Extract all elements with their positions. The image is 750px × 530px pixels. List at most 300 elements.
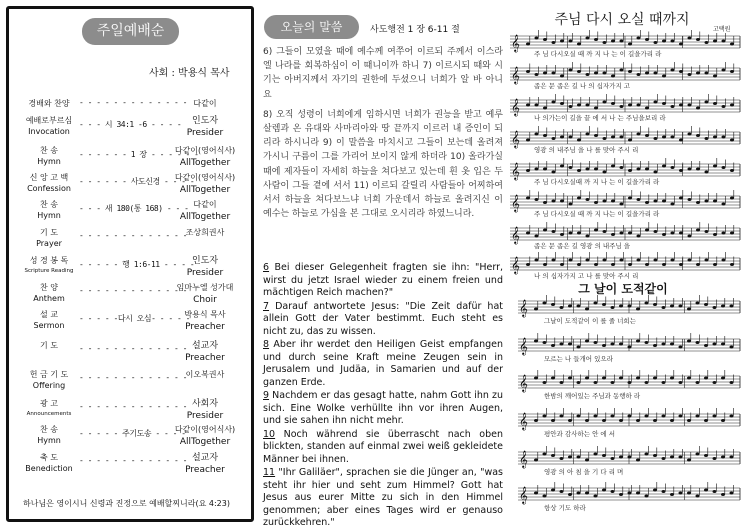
note-head [560, 263, 564, 266]
note-head [619, 419, 623, 422]
note-head [628, 43, 632, 46]
note-head [594, 415, 598, 418]
note-head [696, 72, 700, 75]
note-head [611, 381, 615, 384]
note-head [611, 457, 615, 460]
worship-item-role-text: 인도자 Presider [186, 116, 224, 138]
note-head [671, 105, 675, 108]
worship-item [21, 199, 245, 225]
note-head [670, 377, 674, 380]
note-head [535, 37, 539, 40]
note-head [662, 136, 666, 139]
note-head [560, 200, 564, 203]
note-head [594, 72, 598, 75]
worship-item [21, 340, 245, 366]
note-head [653, 344, 657, 347]
note-head [645, 134, 649, 137]
note-head [526, 232, 530, 235]
scripture-reference: 사도행전 1 장 6-11 절 [370, 25, 460, 35]
note-head [619, 305, 623, 308]
verse-text: Darauf antwortete Jesus: "Die Zeit dafür hat allein Gott der Vater bestimmt. Euch steht es nicht zu, das zu wissen. [263, 300, 503, 337]
note-head [611, 200, 615, 203]
note-head [611, 343, 615, 346]
note-head [611, 306, 615, 309]
worship-item [21, 255, 245, 281]
note-head [526, 169, 530, 172]
treble-clef-icon: 𝄞 [511, 162, 520, 180]
note-head [713, 490, 717, 493]
note-head [534, 340, 538, 343]
note-head [551, 303, 555, 306]
note-head [688, 104, 692, 107]
note-head [704, 489, 708, 492]
worship-item-name [21, 369, 77, 391]
verse-text: Noch während sie überrascht nach oben blickten, standen auf einmal zwei weiß gekleidete Männer bei ihnen. [263, 428, 503, 465]
note-head [611, 233, 615, 236]
note-head [687, 492, 691, 495]
worship-item [21, 282, 245, 308]
worship-item [21, 369, 245, 395]
note-head [696, 453, 700, 456]
note-head [637, 198, 641, 201]
note-head [551, 454, 555, 457]
note-head [611, 102, 615, 105]
note-head [543, 453, 547, 456]
note-head [705, 72, 709, 75]
treble-clef-icon: 𝄞 [519, 450, 528, 468]
worship-item-role-ko: 박용식 목사 [184, 310, 226, 319]
worship-item-name-ko: 설 교 [40, 310, 58, 319]
note-head [543, 107, 547, 110]
note-head [602, 377, 606, 380]
worship-item-detail: - - - - - - - - - - - - - [79, 402, 187, 411]
worship-item-role [165, 452, 245, 476]
treble-clef-icon: 𝄞 [519, 486, 528, 504]
note-head [594, 453, 598, 456]
note-head [645, 229, 649, 232]
lyric-line: 평안과 감사하는 안 에 서 [544, 430, 616, 438]
worship-item-detail: - - - 시 34:1 -6 - - - - [79, 120, 182, 129]
worship-item-detail: - - - - - - - - - - - - - [79, 231, 187, 240]
korean-paragraph: 8) 오직 성령이 너희에게 임하시면 너희가 권능을 받고 예루살렘과 온 유대와 사마리아와 땅 끝까지 이르러 내 증인이 되리라 하시니라 9) 이 말씀을 마치시고 그들이 보는데 올려져 가시니 구름이 그를 가리어 보이지 않게 하더라 10) 올라가실 때에 제자들이 자세히 하늘을 쳐다보고 있는데 흰 옷 입은 두 사람이 그들 곁에 서서 11) 이르되 갈릴리 사람들아 어찌하여 서서 하늘을 쳐다보느냐 너희 가운데서 하늘로 올려지신 이 예수는 하늘로 가심을 본 그대로 오시리라 하였느니라. [263, 109, 503, 220]
worship-item-name [21, 227, 77, 249]
note-head [569, 136, 573, 139]
note-head [577, 197, 581, 200]
note-head [535, 259, 539, 262]
note-head [679, 415, 683, 418]
worship-item-role [165, 369, 245, 381]
worship-item-name-ko: 광 고 [40, 399, 58, 408]
note-head [568, 377, 572, 380]
note-head [696, 495, 700, 498]
german-verse [263, 390, 503, 428]
worship-item-role-ko: 다같이 [193, 200, 217, 209]
note-head [670, 493, 674, 496]
korean-paragraph: 6) 그들이 모였을 때에 예수께 여쭈어 이르되 주께서 이스라엘 나라를 회복하심이 이 때니이까 하니 7) 이르시되 때와 시기는 아버지께서 자기의 권한에 두셨으니 너희가 알 바 아니요 [263, 47, 503, 100]
lyric-line: 좁은 문 좁은 길 나 의 십자가지 고 [534, 82, 631, 90]
note-head [585, 377, 589, 380]
note-head [662, 200, 666, 203]
note-head [662, 40, 666, 43]
note-head [535, 168, 539, 171]
note-head [721, 419, 725, 422]
note-head [662, 306, 666, 309]
worship-item-name [21, 172, 77, 194]
note-head [552, 72, 556, 75]
treble-clef-icon: 𝄞 [511, 194, 520, 212]
worship-item-name-ko: 예배로부르심 [25, 116, 73, 125]
note-head [662, 75, 666, 78]
note-head [704, 454, 708, 457]
worship-item-role-ko: 다같이(영어식사) [174, 173, 236, 182]
note-head [704, 419, 708, 422]
german-text [263, 262, 503, 528]
worship-item [21, 145, 245, 171]
note-head [722, 232, 726, 235]
note-head [721, 343, 725, 346]
worship-item-detail: - - - - - 주기도송 - - - - [79, 429, 186, 438]
presider-label: 사회 : 박용식 목사 [149, 68, 230, 79]
note-head [577, 492, 581, 495]
worship-item-name-ko: 경배와 찬양 [28, 99, 70, 108]
note-head [569, 232, 573, 235]
note-head [722, 69, 726, 72]
note-head [603, 137, 607, 140]
note-head [586, 104, 590, 107]
note-head [628, 415, 632, 418]
note-head [611, 75, 615, 78]
worship-item-name-ko: 헌 금 기 도 [29, 370, 69, 379]
note-head [560, 136, 564, 139]
note-head [654, 230, 658, 233]
worship-item-role [165, 199, 245, 223]
note-head [713, 200, 717, 203]
worship-item-role [165, 172, 245, 196]
note-head [551, 419, 555, 422]
worship-item-role-en: AllTogether [179, 212, 231, 222]
note-head [654, 200, 658, 203]
note-head [569, 105, 573, 108]
treble-clef-icon: 𝄞 [519, 374, 528, 392]
verse-number: 7 [263, 300, 270, 312]
note-head [560, 233, 564, 236]
note-head [645, 38, 649, 41]
note-head [722, 136, 726, 139]
note-head [654, 72, 658, 75]
note-head [662, 263, 666, 266]
note-head [662, 102, 666, 105]
worship-item-role-en: AllTogether [179, 158, 231, 168]
note-head [696, 381, 700, 384]
worship-item-name-ko: 찬 송 [40, 200, 58, 209]
worship-item-name-en: Scripture Reading [24, 268, 74, 274]
note-head [713, 233, 717, 236]
lyric-line: 나 의가는이 길을 끝 에 서 나 는 주님을보리 라 [534, 114, 666, 122]
note-head [619, 343, 623, 346]
worship-item-detail: - - - - -다시 오심- - - - - [79, 314, 190, 323]
note-head [662, 490, 666, 493]
note-head [577, 415, 581, 418]
note-head [636, 459, 640, 462]
worship-item-name-ko: 찬 송 [40, 425, 58, 434]
note-head [534, 308, 538, 311]
note-head [636, 308, 640, 311]
note-head [628, 346, 632, 349]
note-head [653, 419, 657, 422]
note-head [620, 259, 624, 262]
note-head [534, 459, 538, 462]
note-head [662, 165, 666, 168]
note-head [645, 72, 649, 75]
song2-title: 그 날이 도적같이 [578, 282, 668, 296]
note-head [645, 168, 649, 171]
note-head [543, 134, 547, 137]
note-head [654, 137, 658, 140]
note-head [526, 43, 530, 46]
note-head [594, 201, 598, 204]
note-head [560, 75, 564, 78]
note-head [552, 171, 556, 174]
worship-item-name-ko: 기 도 [40, 228, 58, 237]
note-head [620, 136, 624, 139]
note-head [688, 168, 692, 171]
note-head [534, 419, 538, 422]
worship-item-name-ko: 축 도 [40, 453, 58, 462]
note-head [603, 101, 607, 104]
note-head [628, 104, 632, 107]
note-head [696, 38, 700, 41]
worship-item-name-en: Prayer [36, 239, 62, 248]
song1-title: 주님 다시 오실 때까지 [554, 12, 690, 28]
note-head [679, 492, 683, 495]
worship-item-role [165, 398, 245, 422]
note-head [543, 302, 547, 305]
note-head [577, 70, 581, 73]
note-head [611, 415, 615, 418]
note-head [679, 305, 683, 308]
note-head [577, 381, 581, 384]
note-head [619, 493, 623, 496]
note-head [628, 70, 632, 73]
note-head [543, 381, 547, 384]
note-head [662, 457, 666, 460]
german-verse [263, 429, 503, 467]
worship-item-name-en: Confession [27, 184, 71, 193]
lyric-line: 나 의 십자가지 고 나 를 맞아 주시 리 [534, 272, 639, 280]
worship-item-name [21, 452, 77, 474]
note-head [705, 41, 709, 44]
note-head [543, 201, 547, 204]
note-head [662, 343, 666, 346]
note-head [552, 230, 556, 233]
note-head [730, 139, 734, 142]
worship-item-name-en: Anthem [33, 294, 65, 303]
note-head [628, 305, 632, 308]
note-head [603, 259, 607, 262]
worship-item-name-ko: 성 경 봉 독 [29, 256, 69, 265]
note-head [594, 341, 598, 344]
note-head [696, 341, 700, 344]
note-head [730, 43, 734, 46]
treble-clef-icon: 𝄞 [519, 337, 528, 355]
note-head [637, 133, 641, 136]
song1-composer: 고택원 [713, 26, 731, 33]
note-head [722, 105, 726, 108]
worship-item-name [21, 199, 77, 221]
note-head [713, 75, 717, 78]
note-head [637, 235, 641, 238]
korean-text [263, 45, 503, 258]
note-head [687, 419, 691, 422]
note-head [586, 133, 590, 136]
worship-item-name-en: Hymn [37, 436, 61, 445]
note-head [569, 259, 573, 262]
lyric-line: 항상 기도 하라 [544, 504, 586, 512]
note-head [603, 171, 607, 174]
note-head [577, 346, 581, 349]
note-head [645, 415, 649, 418]
note-head [552, 101, 556, 104]
note-head [713, 415, 717, 418]
note-head [628, 197, 632, 200]
worship-item-role [165, 145, 245, 169]
note-head [585, 492, 589, 495]
note-head [577, 263, 581, 266]
note-head [619, 377, 623, 380]
lyric-line: 모르는 나 들개어 있으라 [544, 355, 613, 363]
note-head [654, 259, 658, 262]
note-head [637, 259, 641, 262]
verse-text: "Ihr Galiläer", sprachen sie die Jünger an, "was steht ihr hier und seht zum Himmel? Gott hat Jesus aus eurer Mitte zu sich in den Himmel genommen; aber eines Tages wird er genauso zurückkehren." [263, 467, 503, 528]
note-head [594, 107, 598, 110]
note-head [654, 101, 658, 104]
note-head [705, 259, 709, 262]
note-head [696, 201, 700, 204]
note-head [560, 415, 564, 418]
note-head [730, 492, 734, 495]
sheet-music [508, 6, 744, 524]
note-head [586, 37, 590, 40]
verse-number: 9 [263, 390, 270, 401]
note-head [535, 198, 539, 201]
note-head [645, 302, 649, 305]
note-head [713, 343, 717, 346]
note-head [687, 377, 691, 380]
note-head [662, 233, 666, 236]
lyric-line: 영광 의 내주님 을 나 를 맞아 주시 리 [534, 146, 639, 154]
treble-clef-icon: 𝄞 [519, 299, 528, 317]
note-head [535, 73, 539, 76]
note-head [645, 107, 649, 110]
note-head [628, 456, 632, 459]
note-head [705, 230, 709, 233]
note-head [543, 229, 547, 232]
note-head [594, 134, 598, 137]
worship-item-detail: - - - - - - - - - - - - - [79, 344, 187, 353]
note-head [568, 305, 572, 308]
note-head [603, 200, 607, 203]
note-head [705, 101, 709, 104]
note-head [568, 493, 572, 496]
note-head [730, 415, 734, 418]
note-head [721, 305, 725, 308]
note-head [696, 168, 700, 171]
note-head [687, 459, 691, 462]
note-head [671, 259, 675, 262]
note-head [671, 69, 675, 72]
worship-item-name-en: Offering [32, 381, 66, 390]
verse-number: 10 [263, 428, 276, 440]
note-head [620, 69, 624, 72]
note-head [577, 169, 581, 172]
worship-item-role-ko: 임마누엘 성가대 [176, 283, 234, 292]
worship-item-role [165, 227, 245, 239]
note-head [535, 235, 539, 238]
note-head [560, 343, 564, 346]
note-head [535, 133, 539, 136]
worship-item-detail: - - - - - - - - - - - - - [79, 98, 187, 107]
note-head [602, 344, 606, 347]
note-head [687, 308, 691, 311]
note-head [552, 41, 556, 44]
note-head [526, 70, 530, 73]
worship-item-role-text: 사회자 Presider [186, 399, 224, 421]
note-head [551, 489, 555, 492]
note-head [730, 456, 734, 459]
note-head [705, 200, 709, 203]
worship-item-detail: - - - - - - - - - - - - - [79, 286, 187, 295]
note-head [577, 305, 581, 308]
note-head [730, 346, 734, 349]
note-head [560, 102, 564, 105]
order-of-worship-panel [6, 6, 254, 522]
worship-item-name [21, 424, 77, 446]
note-head [645, 341, 649, 344]
worship-item-role-text: 인도자 Presider [186, 256, 224, 278]
note-head [602, 489, 606, 492]
closing-verse: 하나님은 영이시니 신령과 진정으로 예배할찌니라(요 4:23) [23, 499, 230, 508]
worship-item-role-ko: 다같이 [193, 99, 217, 108]
note-head [637, 104, 641, 107]
note-head [721, 493, 725, 496]
note-head [535, 104, 539, 107]
lyric-line: 그날이 도적같이 이 를 줄 너희는 [544, 317, 636, 325]
note-head [543, 38, 547, 41]
note-head [662, 415, 666, 418]
note-head [619, 456, 623, 459]
note-head [552, 137, 556, 140]
note-head [569, 40, 573, 43]
note-head [551, 377, 555, 380]
note-head [586, 198, 590, 201]
note-head [696, 134, 700, 137]
note-head [654, 41, 658, 44]
worship-item-name-ko: 찬 송 [40, 146, 58, 155]
note-head [543, 495, 547, 498]
worship-item-role-ko: 다같이(영어식사) [174, 146, 236, 155]
worship-item-name-ko: 신 앙 고 백 [29, 173, 69, 182]
note-head [636, 419, 640, 422]
note-head [568, 419, 572, 422]
note-head [679, 456, 683, 459]
note-head [671, 166, 675, 169]
worship-item-role-text: 설교자 Preacher [185, 453, 225, 475]
note-head [637, 73, 641, 76]
treble-clef-icon: 𝄞 [519, 412, 528, 430]
note-head [560, 306, 564, 309]
worship-item-role-ko: 이오복권사 [185, 370, 225, 379]
verse-text: Bei dieser Gelegenheit fragten sie ihn: "Herr, wirst du jetzt Israel wieder zu einem freien und mächtigen Reich machen?" [263, 262, 503, 298]
